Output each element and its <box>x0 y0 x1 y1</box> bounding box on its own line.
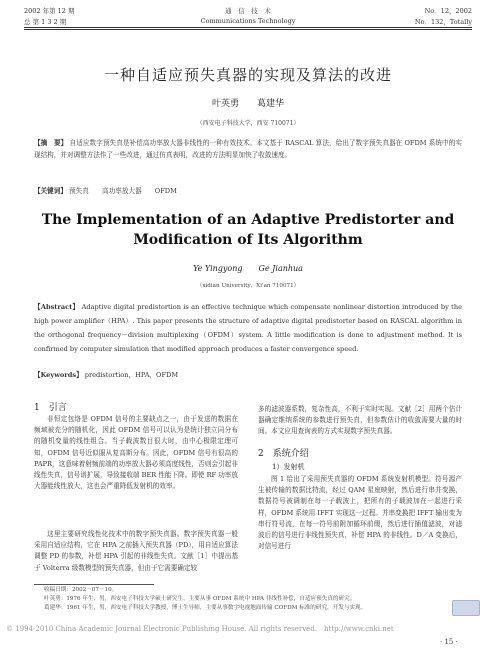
header-rule <box>24 27 472 28</box>
paper-title-cn: 一种自适应预失真器的实现及算法的改进 <box>103 66 392 84</box>
section-2-subheading: 1）发射机 <box>272 463 305 471</box>
authors-cn: 叶英勇 葛建华 <box>211 99 284 109</box>
section-1-para-2: 这里主要研究线性化技术中的数字预失真器。数字预失真器一般采用自适应结构，它在 HPA 之前插入预失真器（PD），用自适应算法调整 PD 的参数，补偿 HPA 引起的非线性失真。文献［1］中提出基于 Volterra 级数模型的预失真器，但由于它需要确定较 <box>34 530 238 572</box>
section-1-para-1: 非恒定包络是 OFDM 信号的主要缺点之一，由于发送的数据在频域被充分的随机化，因此 OFDM 信号可以认为是统计独立同分布的随机变量的线性组合。当子载波数目很大时，由中心极限定理可知，OFDM 信号近似服从复高斯分布。因此，OFDM 信号有很高的 PAPR，这意味着射频前端的功率放大器必须高度线性，否则会引起非线性失真，信号谱扩展，导致接收端 BER 性能下降。即使 RF 功率放大器能线性放大，这也会严重降低发射机的效率。 <box>34 415 238 491</box>
section-2-heading: 2 系统介绍 <box>258 449 309 459</box>
header-issue: 2002 年第 12 期 <box>24 7 75 15</box>
header-number: No．12，2002 <box>424 7 472 15</box>
keywords-cn <box>34 186 462 198</box>
keywords-en <box>34 370 462 382</box>
affiliation-cn: （西安电子科技大学，西安 710071） <box>196 120 300 127</box>
right-col-continuation: 多的滤波器系数，复杂性高，不利于实时实现。文献［2］用两个估计器确定维纳系统的参数进行预失真，但参数估计的收敛需要大量的时间。本文应用查询表的方式实现数字预失真器。 <box>258 405 462 436</box>
authors-en: Ye Yingyong Ge Jianhua <box>193 264 303 273</box>
section-2-para: 图 1 给出了采用预失真器的 OFDM 系统发射机模型。符号源产生被传输的数据比特流，经过 QAM 星座映射，然后进行串并变换，数据符号被调制在每一子载波上，把所有的子载波加在一起进行采样，OFDM 系统用 IFFT 实现这一过程。并串变换把 IFFT 输出变为串行符号流，在每一符号前附加循环前缀，然后进行插值滤波，对滤波后的信号进行非线性预失真，补偿 HPA 的非线性。D／A 变换后，对信号进行 <box>258 475 462 551</box>
page-number: · 15 · <box>440 638 458 646</box>
header-rule-thin <box>24 29 472 30</box>
affiliation-en: （xidian University，Xi'an 710071） <box>196 283 300 289</box>
keywords-en-label: 【Keywords】 <box>34 371 83 379</box>
header-total-issue: 总 第 1 3 2 期 <box>24 18 67 26</box>
abstract-cn-label: 【摘 要】 <box>34 139 68 147</box>
abstract-cn-text: 自适应数字预失真是补偿高功率放大器非线性的一种有效技术。本文基于 RASCAL 算法，给出了数字预失真器在 OFDM 系统中的实现结构，并对调整方法作了一些改进，通过仿真表明，改进的方法明显加快了收敛速度。 <box>34 139 462 159</box>
section-1-heading: 1 引言 <box>34 403 67 413</box>
footnote-received: 收稿日期：2002－07－10。 <box>44 587 118 593</box>
keywords-cn-text: 预失真 高功率放大器 OFDM <box>69 187 177 195</box>
abstract-en <box>34 300 462 356</box>
header-total-number: No．132，Totally <box>414 18 472 26</box>
publisher-stamp-icon <box>452 600 480 616</box>
footnote-author-1: 叶英勇：1976 年生，男，西安电子科技大学硕士研究生，主要从事 OFDM 系统中 HPA 非线性补偿，自适应预失真的研究。 <box>44 596 356 602</box>
abstract-en-label: 【Abstract】 <box>34 303 80 311</box>
footnote-author-2: 葛建华：1961 年生，男，西安电子科技大学教授，博士生导师，主要从事数字电视地面传输 COFDM 标准的研究，开发与实现。 <box>44 605 367 611</box>
keywords-en-text: predistortion，HPA，OFDM <box>84 371 179 379</box>
keywords-cn-label: 【关键词】 <box>34 187 67 195</box>
header-journal-cn: 通 信 技 术 <box>225 7 271 15</box>
abstract-cn <box>34 138 462 161</box>
paper-title-en-line1: The Implementation of an Adaptive Predistorter and <box>41 212 455 228</box>
abstract-en-text: Adaptive digital predistortion is an effective technique which compensate nonlinear distortion introduced by the high power amplifier（HPA）. This paper presents the structure of adaptive digital predistorter based on RASCAL algorithm in the orthogonal frequency－division multiplexing（OFDM）system. A little modification is done to adjustment method. It is confirmed by computer simulation that modified approach produces a faster convergence speed. <box>34 303 462 353</box>
paper-title-en-line2: Modification of Its Algorithm <box>133 232 363 248</box>
footnote-rule <box>34 584 154 585</box>
copyright-line: © 1994-2010 China Academic Journal Electronic Publishing House. All rights reserved. http://www.cnki.net <box>6 625 394 633</box>
header-journal-en: Communications Technology <box>200 17 296 25</box>
